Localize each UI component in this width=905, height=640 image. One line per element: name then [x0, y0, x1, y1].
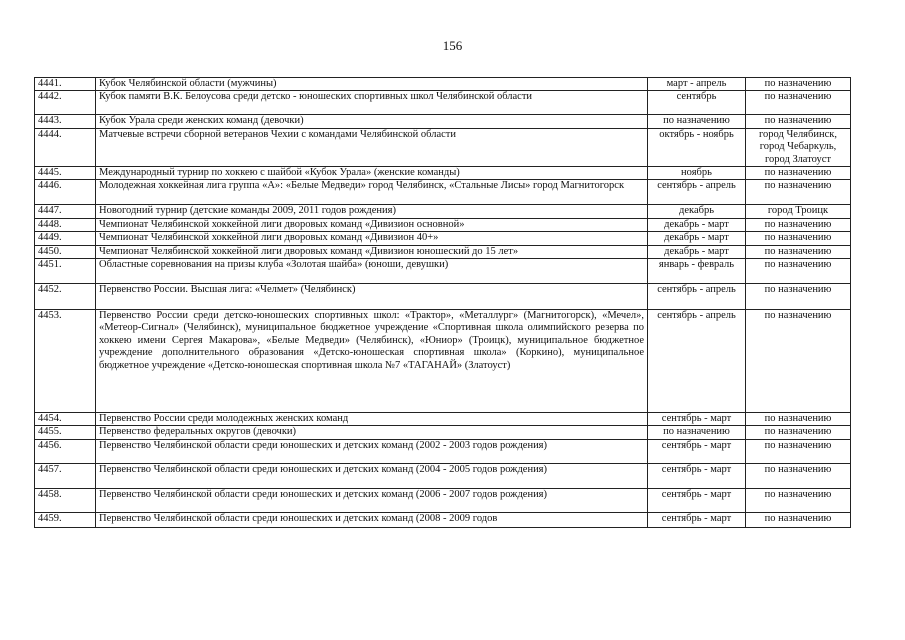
event-name: Первенство Челябинской области среди юношеских и детских команд (2004 - 2005 годов рождения)	[96, 463, 648, 488]
event-name: Новогодний турнир (детские команды 2009, 2011 годов рождения)	[96, 205, 648, 218]
row-number: 4457.	[35, 463, 96, 488]
table-row	[35, 413, 851, 426]
event-name: Первенство Челябинской области среди юношеских и детских команд (2002 - 2003 годов рождения)	[96, 439, 648, 463]
event-dates: декабрь	[648, 205, 746, 218]
table-row	[35, 180, 851, 205]
event-dates: сентябрь - март	[648, 439, 746, 463]
event-place: город Челябинск, город Чебаркуль, город Златоуст	[746, 128, 851, 166]
row-number: 4442.	[35, 91, 96, 115]
row-number: 4445.	[35, 167, 96, 180]
row-number: 4446.	[35, 180, 96, 205]
row-number: 4451.	[35, 259, 96, 284]
row-number: 4448.	[35, 218, 96, 231]
event-dates: сентябрь - март	[648, 512, 746, 527]
event-name: Кубок Челябинской области (мужчины)	[96, 78, 648, 91]
event-dates: декабрь - март	[648, 245, 746, 258]
event-name: Первенство Челябинской области среди юношеских и детских команд (2008 - 2009 годов	[96, 512, 648, 527]
table-row	[35, 284, 851, 310]
event-name: Молодежная хоккейная лига группа «А»: «Белые Медведи» город Челябинск, «Стальные Лисы» город Магнитогорск	[96, 180, 648, 205]
event-name: Матчевые встречи сборной ветеранов Чехии с командами Челябинской области	[96, 128, 648, 166]
event-name: Первенство России среди детско-юношеских спортивных школ: «Трактор», «Металлург» (Магнитогорск), «Мечел», «Метеор-Сигнал» (Челябинск), муниципальное бюджетное учреждение «Спортивная школа олимпийского резерва по хоккею имени Сергея Макарова», «Белые Медведи» (Челябинск), «Юниор» (Троицк), муниципальное бюджетное учреждение дополнительного образования «Детско-юношеская спортивная школа» (Коркино), муниципальное бюджетное учреждение «Детско-юношеская спортивная школа №7 «ТАГАНАЙ» (Златоуст)	[96, 310, 648, 413]
table-row	[35, 463, 851, 488]
table-row	[35, 91, 851, 115]
table-row	[35, 115, 851, 128]
event-dates: сентябрь - апрель	[648, 310, 746, 413]
event-place: по назначению	[746, 180, 851, 205]
event-name: Чемпионат Челябинской хоккейной лиги дворовых команд «Дивизион юношеский до 15 лет»	[96, 245, 648, 258]
event-dates: сентябрь - апрель	[648, 284, 746, 310]
row-number: 4455.	[35, 426, 96, 439]
event-dates: декабрь - март	[648, 218, 746, 231]
row-number: 4441.	[35, 78, 96, 91]
event-dates: март - апрель	[648, 78, 746, 91]
event-dates: октябрь - ноябрь	[648, 128, 746, 166]
page-number: 156	[442, 38, 463, 53]
table-row	[35, 128, 851, 166]
event-place: по назначению	[746, 167, 851, 180]
row-number: 4450.	[35, 245, 96, 258]
event-place: город Троицк	[746, 205, 851, 218]
table-row	[35, 259, 851, 284]
event-place: по назначению	[746, 439, 851, 463]
event-dates: сентябрь - март	[648, 413, 746, 426]
event-name: Кубок памяти В.К. Белоусова среди детско - юношеских спортивных школ Челябинской области	[96, 91, 648, 115]
table-row	[35, 205, 851, 218]
event-name: Чемпионат Челябинской хоккейной лиги дворовых команд «Дивизион основной»	[96, 218, 648, 231]
event-dates: январь - февраль	[648, 259, 746, 284]
event-place: по назначению	[746, 488, 851, 512]
row-number: 4458.	[35, 488, 96, 512]
event-dates: сентябрь	[648, 91, 746, 115]
event-dates: сентябрь - апрель	[648, 180, 746, 205]
event-place: по назначению	[746, 463, 851, 488]
row-number: 4447.	[35, 205, 96, 218]
event-dates: ноябрь	[648, 167, 746, 180]
table-row	[35, 512, 851, 527]
event-name: Международный турнир по хоккею с шайбой «Кубок Урала» (женские команды)	[96, 167, 648, 180]
row-number: 4452.	[35, 284, 96, 310]
row-number: 4444.	[35, 128, 96, 166]
event-place: по назначению	[746, 91, 851, 115]
event-dates: по назначению	[648, 115, 746, 128]
row-number: 4456.	[35, 439, 96, 463]
table-row	[35, 232, 851, 245]
event-name: Первенство федеральных округов (девочки)	[96, 426, 648, 439]
event-name: Областные соревнования на призы клуба «Золотая шайба» (юноши, девушки)	[96, 259, 648, 284]
event-place: по назначению	[746, 78, 851, 91]
event-place: по назначению	[746, 284, 851, 310]
table-row	[35, 426, 851, 439]
event-place: по назначению	[746, 310, 851, 413]
event-place: по назначению	[746, 115, 851, 128]
row-number: 4443.	[35, 115, 96, 128]
event-place: по назначению	[746, 512, 851, 527]
table-row	[35, 167, 851, 180]
table-row	[35, 439, 851, 463]
event-place: по назначению	[746, 413, 851, 426]
event-dates: сентябрь - март	[648, 488, 746, 512]
row-number: 4459.	[35, 512, 96, 527]
table-row	[35, 78, 851, 91]
event-name: Кубок Урала среди женских команд (девочки)	[96, 115, 648, 128]
event-dates: декабрь - март	[648, 232, 746, 245]
event-name: Первенство России. Высшая лига: «Челмет» (Челябинск)	[96, 284, 648, 310]
row-number: 4449.	[35, 232, 96, 245]
event-name: Первенство России среди молодежных женских команд	[96, 413, 648, 426]
event-place: по назначению	[746, 232, 851, 245]
event-place: по назначению	[746, 245, 851, 258]
event-dates: по назначению	[648, 426, 746, 439]
event-place: по назначению	[746, 259, 851, 284]
event-name: Первенство Челябинской области среди юношеских и детских команд (2006 - 2007 годов рождения)	[96, 488, 648, 512]
event-place: по назначению	[746, 218, 851, 231]
table-row	[35, 310, 851, 413]
event-name: Чемпионат Челябинской хоккейной лиги дворовых команд «Дивизион 40+»	[96, 232, 648, 245]
event-place: по назначению	[746, 426, 851, 439]
table-row	[35, 245, 851, 258]
row-number: 4453.	[35, 310, 96, 413]
event-dates: сентябрь - март	[648, 463, 746, 488]
events-table	[34, 77, 851, 528]
row-number: 4454.	[35, 413, 96, 426]
table-row	[35, 218, 851, 231]
table-row	[35, 488, 851, 512]
